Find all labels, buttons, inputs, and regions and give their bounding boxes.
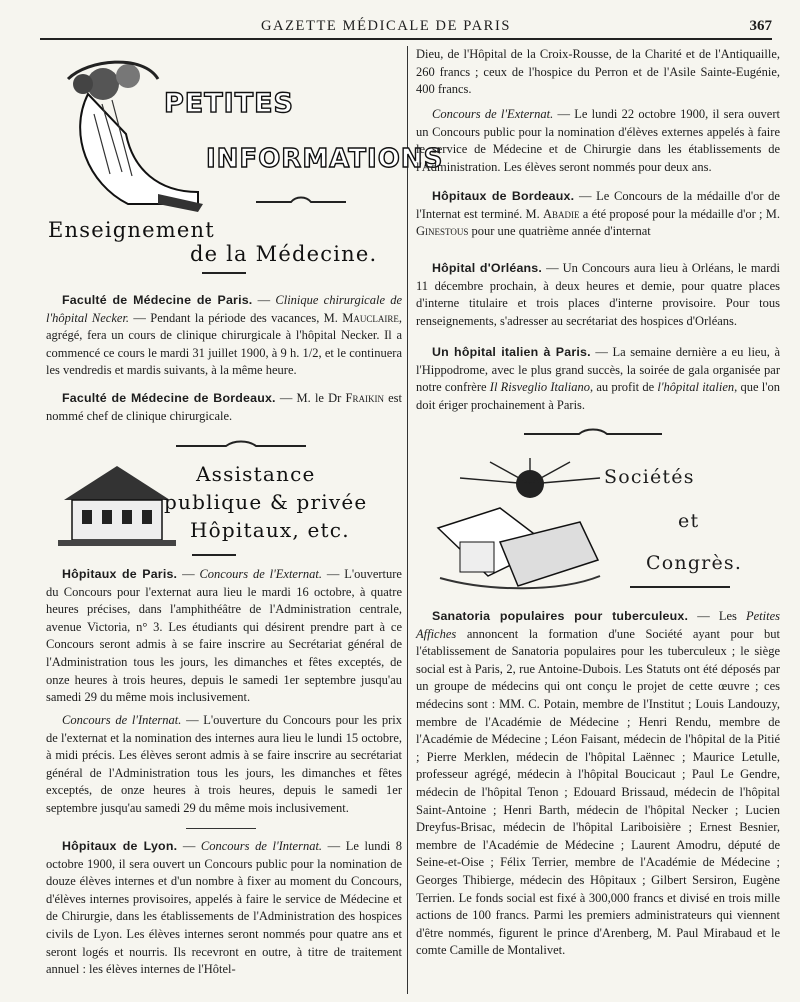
section-title-societes-3: Congrès. xyxy=(646,552,743,574)
dash: — xyxy=(177,567,200,581)
article-text: a été proposé pour la médaille d'or ; M. xyxy=(579,206,780,221)
article-lyon-continued xyxy=(416,46,780,99)
article-text: — Les xyxy=(688,609,746,623)
article-hopitaux-lyon xyxy=(46,838,402,979)
article-text: — L'ouverture du Concours pour les prix de l'externat et la nomination des internes aura lieu le lundi 15 octobre, à midi précis. Les élèves seront admis à se faire inscrire au secrétariat général de l'Administration tous les jours, les dimanches et fêtes exceptés, de onze heures à trois heures, depuis le samedi 1er septembre jusqu'au samedi 29 du même mois inclusivement. xyxy=(46,713,402,815)
article-heading: Hôpitaux de Paris. xyxy=(62,567,178,581)
article-heading: Sanatoria populaires pour tuberculeux. xyxy=(432,609,689,623)
article-text: est nommé chef de clinique chirurgicale. xyxy=(46,391,403,423)
banner-petites: PETITES xyxy=(164,88,295,119)
article-hopital-orleans xyxy=(416,260,780,330)
article-heading: Hôpitaux de Lyon. xyxy=(62,839,178,853)
article-text: , que l'on doit ériger prochainement à Paris. xyxy=(416,380,780,412)
section-title-societes-1: Sociétés xyxy=(604,466,695,488)
article-text: — L'ouverture du Concours pour l'externat aura lieu le mardi 16 octobre, à quatre heures précises, dans l'amphithéâtre de l'Administration centrale, avenue Victoria, n° 3. Les étudiants qui désirent prendre part à ce Concours seront admis à se faire inscrire au Secrétariat général de l'Administration tous les jours, les dimanches et fêtes exceptés, de onze heures à trois heures, depuis le samedi 1er septembre jusqu'au samedi 29 du même mois inclusivement. xyxy=(46,567,402,705)
section-title-assistance-2: publique & privée xyxy=(164,490,368,514)
article-text: annoncent la formation d'une Société ayant pour but l'établissement de Sanatoria populaires pour les tuberculeux ; le siège social est à Paris, 2, rue Antoine-Dubois. Les Statuts ont été déposés par un groupe de médecins qui ont conçu le projet de cette œuvre ; ces médecins sont : MM. C. Potain, membre de l'Institut ; Louis Landouzy, membre de l'Académie de Médecine ; Henri Rendu, membre de l'Académie de Médecine ; Léon Faisant, médecin de l'hôpital de la Pitié ; Pierre Merklen, médecin de l'hôpital Laënnec ; Maurice Letulle, professeur agrégé, médecin à l'hôpital Boucicaut ; Paul Le Gendre, médecin de l'hôpital Tenon ; Edouard Brissaud, médecin de l'hôpital Saint-Antoine ; Henri Barth, médecin de l'hôpital Necker ; Lucien Dreyfus-Brisac, médecin de l'hôpital Lariboisière ; Ernest Besnier, membre de l'Académie de Médecine ; Laurent Amodru, député de Seine-et-Oise ; Félix Terrier, membre de l'Académie de Médecine ; Georges Thibierge, médecin des Hôpitaux ; Gilbert Sersiron, Eugène Terrien. Le fonds social est fixé à 300,000 francs et divisé en trois mille actions de 100 francs. Parmi les premiers administrateurs qui viennent d'être nommés, figurent le prince d'Arenberg, M. Paul Mirabaud et le comte Camille de Montalivet. xyxy=(416,626,780,958)
books-sun-illustration xyxy=(430,458,606,592)
banner-informations: INFORMATIONS xyxy=(206,144,444,174)
article-text: pour une quatrième année d'internat xyxy=(468,224,651,239)
section-title-enseignement-1: Enseignement xyxy=(48,218,215,242)
cornucopia-illustration xyxy=(48,54,218,214)
person-name: Ginestous xyxy=(416,224,469,239)
article-sanatoria xyxy=(416,608,780,960)
section-rule xyxy=(202,272,246,274)
person-name: Abadie xyxy=(543,206,580,221)
article-text: — La semaine dernière a eu lieu, à l'Hippodrome, avec le plus grand succès, la soirée de gala organisée par notre confrère xyxy=(416,345,780,395)
article-text: — Pendant la période des vacances, M. xyxy=(129,310,343,325)
article-subheading: Concours de l'Externat. xyxy=(199,567,322,581)
article-subheading: Concours de l'Internat. xyxy=(200,839,323,853)
dash: — xyxy=(177,839,201,853)
article-subheading: Petites Affiches xyxy=(416,609,780,641)
separator-rule xyxy=(186,828,256,829)
person-name: Fraikin xyxy=(345,391,384,405)
article-text: , au profit de xyxy=(589,380,658,395)
section-title-enseignement-2: de la Médecine. xyxy=(190,242,378,266)
flourish-ornament xyxy=(176,440,306,452)
running-header xyxy=(40,18,772,40)
article-text: , agrégé, fera un cours de clinique chirurgicale à l'hôpital Necker. Il a commencé ce cours le mardi 31 juillet 1900, à 9 h. 1/2, et le continuera les vendredis et mardis suivants, à la même heure. xyxy=(46,310,403,378)
article-heading: Hôpital d'Orléans. xyxy=(432,261,543,275)
column-divider xyxy=(407,46,408,994)
dash: — xyxy=(252,293,276,307)
page-number: 367 xyxy=(749,18,772,34)
article-faculte-bordeaux xyxy=(46,390,402,425)
section-rule xyxy=(630,586,730,588)
article-faculte-paris xyxy=(46,292,402,380)
section-title-societes-2: et xyxy=(678,510,700,532)
flourish-ornament xyxy=(256,196,346,208)
article-heading: Un hôpital italien à Paris. xyxy=(432,345,591,359)
article-heading: Faculté de Médecine de Bordeaux. xyxy=(62,391,276,405)
hospital-building-illustration xyxy=(58,460,176,548)
article-heading: Faculté de Médecine de Paris. xyxy=(62,293,253,307)
article-text: Dieu, de l'Hôpital de la Croix-Rousse, de la Charité et de l'Antiquaille, 260 francs ; ceux de l'hospice du Perron et de l'Asile Sainte-Eugénie, 400 francs. xyxy=(416,47,780,97)
article-externat-lyon xyxy=(416,106,780,176)
article-text: — M. le Dr xyxy=(275,391,346,405)
article-text: — Le lundi 8 octobre 1900, il sera ouvert un Concours public pour la nomination de douze élèves internes et d'un nombre à fixer au moment du Concours, d'élèves internes provisoires, appelés à faire le service de Médecine et de Chirurgie, dans les établissements de l'Administration des hospices civils de Lyon. Les élèves internes seront nommés pour quatre ans et seront logés et nourris. Ils recevront en outre, à titre de traitement annuel : les élèves internes de l'Hôtel- xyxy=(46,839,402,977)
article-text: — Le lundi 22 octobre 1900, il sera ouvert un Concours public pour la nomination d'élèves externes appelés à faire le service de Médecine et de Chirurgie dans les établissements de l'Administration. Les élèves seront nommés pour deux ans. xyxy=(416,107,780,174)
article-subheading: Clinique chirurgicale de l'hôpital Necker. xyxy=(46,293,403,325)
article-subheading: l'hôpital italien xyxy=(657,380,735,395)
article-text: — Le Concours de la médaille d'or de l'Internat est terminé. M. xyxy=(416,189,780,221)
person-name: Mauclaire xyxy=(342,310,399,325)
article-subheading: Concours de l'Internat. xyxy=(62,713,182,727)
journal-title: GAZETTE MÉDICALE DE PARIS xyxy=(260,18,512,34)
article-hopitaux-paris xyxy=(46,566,402,707)
section-title-assistance-1: Assistance xyxy=(196,462,316,486)
article-subheading: Il Risveglio Italiano xyxy=(489,380,590,395)
section-title-assistance-3: Hôpitaux, etc. xyxy=(190,518,350,542)
flourish-ornament xyxy=(524,428,662,440)
article-hopitaux-bordeaux xyxy=(416,188,780,241)
article-heading: Hôpitaux de Bordeaux. xyxy=(432,189,575,203)
section-rule xyxy=(192,554,236,556)
article-text: — Un Concours aura lieu à Orléans, le mardi 11 décembre prochain, à deux heures et demie, pour quatre places d'interne titulaire et trois places d'interne provisoire. Pour tous renseignements, s'adresser au secrétariat des hospices d'Orléans. xyxy=(416,261,780,328)
article-subheading: Concours de l'Externat. xyxy=(432,107,554,121)
article-internat-paris xyxy=(46,712,402,818)
article-hopital-italien xyxy=(416,344,780,414)
